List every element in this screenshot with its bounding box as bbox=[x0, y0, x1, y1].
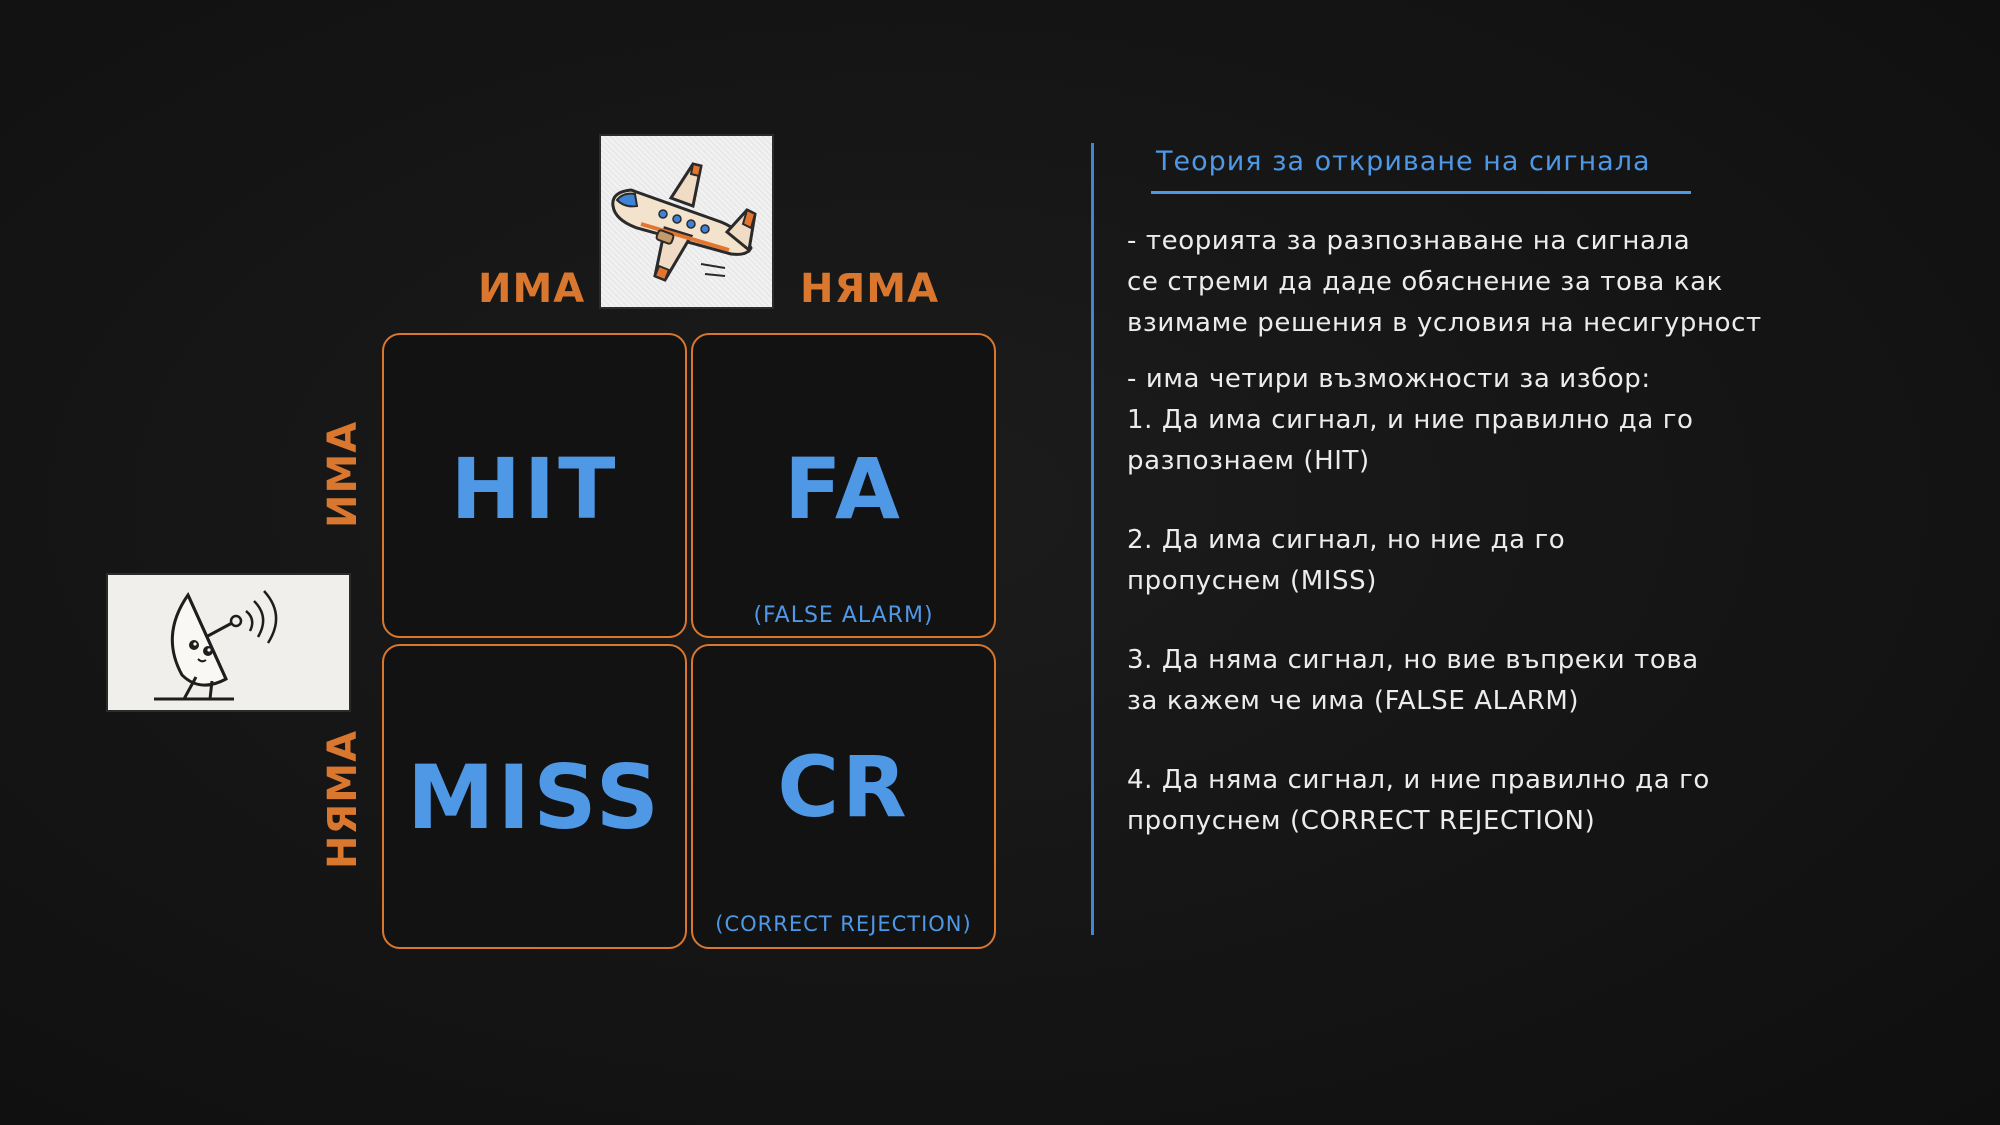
radar-dish-icon bbox=[108, 575, 349, 710]
text-line: 1. Да има сигнал, и ние правилно да го bbox=[1127, 405, 1694, 435]
row-label-no: НЯМА bbox=[320, 729, 366, 869]
cell-miss bbox=[382, 644, 687, 949]
paragraph-correct-rejection bbox=[1127, 760, 1710, 842]
cell-cr-label: CR bbox=[777, 738, 910, 836]
text-line: 2. Да има сигнал, но ние да го bbox=[1127, 525, 1566, 555]
airplane-icon bbox=[601, 136, 772, 307]
airplane-picture bbox=[601, 136, 772, 307]
cell-hit-label: HIT bbox=[450, 440, 619, 538]
column-label-no: НЯМА bbox=[800, 266, 940, 312]
vertical-divider bbox=[1091, 143, 1094, 935]
text-line: 3. Да няма сигнал, но вие въпреки това bbox=[1127, 645, 1699, 675]
text-line: за кажем че има (FALSE ALARM) bbox=[1127, 686, 1580, 716]
title-underline bbox=[1151, 191, 1691, 194]
text-line: - има четири възможности за избор: bbox=[1127, 364, 1651, 394]
section-title: Теория за откриване на сигнала bbox=[1156, 146, 1651, 177]
text-line: 4. Да няма сигнал, и ние правилно да го bbox=[1127, 765, 1710, 795]
column-label-yes: ИМА bbox=[478, 266, 586, 312]
paragraph-intro bbox=[1127, 221, 1762, 344]
cell-hit bbox=[382, 333, 687, 638]
text-line: - теорията за разпознаване на сигнала bbox=[1127, 226, 1691, 256]
paragraph-options-hit bbox=[1127, 359, 1694, 482]
radar-picture bbox=[108, 575, 349, 710]
text-line: пропуснем (CORRECT REJECTION) bbox=[1127, 806, 1596, 836]
text-line: пропуснем (MISS) bbox=[1127, 566, 1377, 596]
cell-correct-rejection bbox=[691, 644, 996, 949]
row-label-yes: ИМА bbox=[320, 420, 366, 528]
cell-fa-sublabel: (FALSE ALARM) bbox=[753, 603, 934, 628]
cell-fa-label: FA bbox=[784, 440, 903, 538]
cell-cr-sublabel: (CORRECT REJECTION) bbox=[715, 912, 972, 936]
paragraph-false-alarm bbox=[1127, 640, 1699, 722]
text-line: разпознаем (HIT) bbox=[1127, 446, 1370, 476]
cell-false-alarm bbox=[691, 333, 996, 638]
paragraph-miss bbox=[1127, 520, 1565, 602]
text-line: взимаме решения в условия на несигурност bbox=[1127, 308, 1762, 338]
text-line: се стреми да даде обяснение за това как bbox=[1127, 267, 1723, 297]
cell-miss-label: MISS bbox=[406, 746, 663, 849]
